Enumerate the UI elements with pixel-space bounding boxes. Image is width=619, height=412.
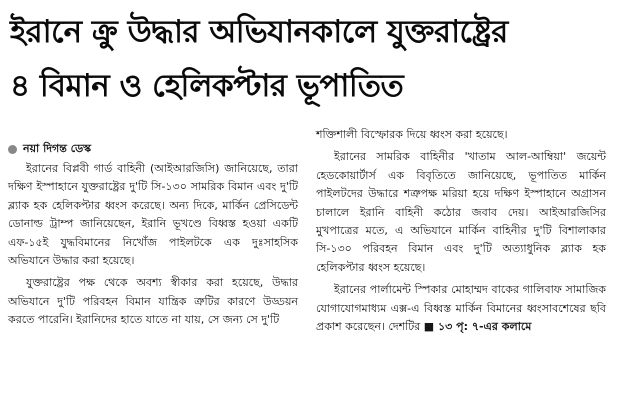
bullet-dot-icon: [8, 145, 17, 154]
headline: [10, 6, 610, 114]
headline-line-1: ইরানে ক্রু উদ্ধার অভিযানকালে যুক্তরাষ্ট্রের: [10, 14, 508, 50]
byline: [8, 140, 298, 158]
article-paragraph: ইরানের সামরিক বাহিনীর 'খাতাম আল-আম্বিয়া' জয়েন্ট হেডকোয়ার্টার্স এক বিবৃতিতে জানিয়েছে, ভূপাতিত মার্কিন পাইলটদের উদ্ধারে শত্রুপক্ষ মরিয়া হয়ে দক্ষিণ ইস্পাহানে অগ্রাসন চালালে ইরানি বাহিনী কঠোর জবাব দেয়। আইআরজিসির মুখপাত্রের মতে, এ অভিযানে মার্কিন বাহিনীর দু'টি বিশালাকার সি-১৩০ পরিবহন বিমান এবং দু'টি অত্যাধুনিক ব্ল্যাক হক হেলিকপ্টার ধ্বংস হয়েছে।: [316, 150, 606, 274]
continuation-marker: ■ ১৩ পৃ: ৭-এর কলামে: [423, 320, 532, 334]
article-column-right: [316, 126, 606, 336]
article-paragraph-text: ইরানের পার্লামেন্ট স্পিকার মোহাম্মদ বাকের গালিবাফ সামাজিক যোগাযোগমাধ্যম এক্স-এ বিধ্বস্ত মার্কিন বিমানের ধ্বংসাবশেষের ছবি প্রকাশ করেছেন। দেশটির: [316, 283, 606, 334]
headline-line-2: ৪ বিমান ও হেলিকপ্টার ভূপাতিত: [10, 68, 404, 104]
article-paragraph: [316, 281, 606, 336]
article-paragraph: ইরানের বিপ্লবী গার্ড বাহিনী (আইআরজিসি) জানিয়েছে, তারা দক্ষিণ ইস্পাহানে যুক্তরাষ্ট্রের দু'টি সি-১৩০ সামরিক বিমান এবং দু'টি ব্ল্যাক হক হেলিকপ্টার ধ্বংস করেছে। অন্য দিকে, মার্কিন প্রেসিডেন্ট ডোনাল্ড ট্রাম্প জানিয়েছেন, ইরানি ভূখণ্ডে বিধ্বস্ত হওয়া একটি এফ-১৫ই যুদ্ধবিমানের নিখোঁজ পাইলটকে এক দুঃসাহসিক অভিযানে উদ্ধার করা হয়েছে।: [8, 162, 298, 268]
article-paragraph: যুক্তরাষ্ট্রের পক্ষ থেকে অবশ্য স্বীকার করা হয়েছে, উদ্ধার অভিযানে দু'টি পরিবহন বিমান যান্ত্রিক ত্রুটির কারণে উড্ডয়ন করতে পারেনি। ইরানিদের হাতে যাতে না যায়, সে জন্য সে দু'টি: [8, 276, 298, 327]
article-column-left: [8, 140, 298, 330]
byline-text: নয়া দিগন্ত ডেস্ক: [23, 141, 92, 155]
article-paragraph: শক্তিশালী বিস্ফোরক দিয়ে ধ্বংস করা হয়েছে।: [316, 128, 508, 141]
